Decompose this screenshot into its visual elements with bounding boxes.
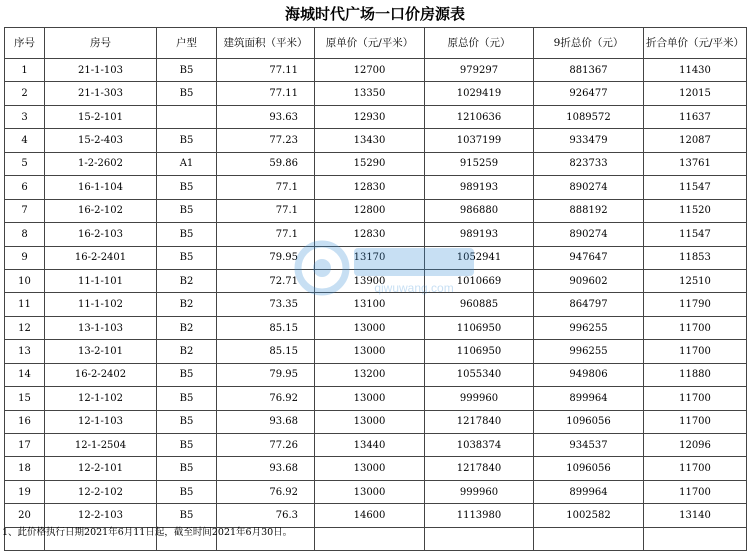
table-cell: B2 bbox=[157, 316, 217, 339]
table-cell: 7 bbox=[5, 199, 45, 222]
table-cell: 12-1-2504 bbox=[45, 434, 157, 457]
table-row bbox=[5, 246, 747, 269]
table-cell: 11853 bbox=[644, 246, 747, 269]
table-cell: 13000 bbox=[315, 387, 425, 410]
table-cell: 11-1-101 bbox=[45, 269, 157, 292]
table-cell: 11-1-102 bbox=[45, 293, 157, 316]
table-cell: 909602 bbox=[534, 269, 644, 292]
table-cell: 11547 bbox=[644, 223, 747, 246]
table-cell: B5 bbox=[157, 199, 217, 222]
table-cell: 13000 bbox=[315, 340, 425, 363]
table-cell: 949806 bbox=[534, 363, 644, 386]
table-row bbox=[5, 223, 747, 246]
table-cell: 13000 bbox=[315, 410, 425, 433]
table-cell: 1002582 bbox=[534, 504, 644, 527]
table-cell: 890274 bbox=[534, 223, 644, 246]
table-cell: 9 bbox=[5, 246, 45, 269]
table-cell: B2 bbox=[157, 340, 217, 363]
table-cell: 1089572 bbox=[534, 105, 644, 128]
table-cell: 85.15 bbox=[217, 316, 315, 339]
table-cell: B5 bbox=[157, 223, 217, 246]
table-cell: 76.92 bbox=[217, 480, 315, 503]
table-cell bbox=[644, 527, 747, 550]
table-cell: 11880 bbox=[644, 363, 747, 386]
table-row bbox=[5, 293, 747, 316]
table-cell: 11520 bbox=[644, 199, 747, 222]
column-header: 建筑面积（平米） bbox=[217, 28, 315, 59]
table-cell: 12830 bbox=[315, 176, 425, 199]
table-row bbox=[5, 269, 747, 292]
table-cell: 15-2-403 bbox=[45, 129, 157, 152]
table-cell: 5 bbox=[5, 152, 45, 175]
table-cell: 13 bbox=[5, 340, 45, 363]
table-cell: 933479 bbox=[534, 129, 644, 152]
table-row bbox=[5, 82, 747, 105]
table-cell: 12 bbox=[5, 316, 45, 339]
table-cell: 12-2-102 bbox=[45, 480, 157, 503]
table-cell: B5 bbox=[157, 480, 217, 503]
table-cell: 1055340 bbox=[425, 363, 534, 386]
table-cell: 996255 bbox=[534, 340, 644, 363]
table-cell: 79.95 bbox=[217, 246, 315, 269]
table-cell: B5 bbox=[157, 387, 217, 410]
table-cell: 59.86 bbox=[217, 152, 315, 175]
column-header: 序号 bbox=[5, 28, 45, 59]
table-cell: 11547 bbox=[644, 176, 747, 199]
column-header: 原总价（元） bbox=[425, 28, 534, 59]
table-cell: 12-1-103 bbox=[45, 410, 157, 433]
page-title: 海城时代广场一口价房源表 bbox=[284, 5, 465, 23]
table-cell: 1010669 bbox=[425, 269, 534, 292]
table-cell: 73.35 bbox=[217, 293, 315, 316]
table-cell: 1 bbox=[5, 59, 45, 82]
table-cell: 72.71 bbox=[217, 269, 315, 292]
table-cell: 13100 bbox=[315, 293, 425, 316]
table-cell: 934537 bbox=[534, 434, 644, 457]
table-cell: 11637 bbox=[644, 105, 747, 128]
table-cell: 16-2-102 bbox=[45, 199, 157, 222]
table-cell: 20 bbox=[5, 504, 45, 527]
table-cell: 12096 bbox=[644, 434, 747, 457]
table-cell: 15-2-101 bbox=[45, 105, 157, 128]
table-row bbox=[5, 457, 747, 480]
table-cell: 15 bbox=[5, 387, 45, 410]
table-cell: 890274 bbox=[534, 176, 644, 199]
table-cell: 77.1 bbox=[217, 176, 315, 199]
table-cell: 8 bbox=[5, 223, 45, 246]
column-header: 9折总价（元） bbox=[534, 28, 644, 59]
table-cell: 14600 bbox=[315, 504, 425, 527]
table-cell: 21-1-303 bbox=[45, 82, 157, 105]
table-cell: 12-2-103 bbox=[45, 504, 157, 527]
table-cell: 77.11 bbox=[217, 59, 315, 82]
table-cell: 77.1 bbox=[217, 199, 315, 222]
table-cell: 11700 bbox=[644, 410, 747, 433]
table-cell: A1 bbox=[157, 152, 217, 175]
table-cell: 11790 bbox=[644, 293, 747, 316]
table-cell: 12930 bbox=[315, 105, 425, 128]
svg-text:qiwuwang.com: qiwuwang.com bbox=[374, 281, 454, 295]
table-cell: B5 bbox=[157, 504, 217, 527]
table-cell bbox=[315, 527, 425, 550]
table-cell: 16-2-103 bbox=[45, 223, 157, 246]
table-cell: 4 bbox=[5, 129, 45, 152]
table-cell: 93.68 bbox=[217, 457, 315, 480]
table-cell: 915259 bbox=[425, 152, 534, 175]
table-cell: 13440 bbox=[315, 434, 425, 457]
table-cell: 979297 bbox=[425, 59, 534, 82]
table-cell: B5 bbox=[157, 434, 217, 457]
table-cell: 11700 bbox=[644, 480, 747, 503]
table-cell: 13900 bbox=[315, 269, 425, 292]
table-cell: 989193 bbox=[425, 223, 534, 246]
table-cell: 77.23 bbox=[217, 129, 315, 152]
table-cell: 11700 bbox=[644, 316, 747, 339]
table-cell: 1096056 bbox=[534, 410, 644, 433]
table-cell: 6 bbox=[5, 176, 45, 199]
table-row bbox=[5, 363, 747, 386]
table-row bbox=[5, 387, 747, 410]
table-cell: 12510 bbox=[644, 269, 747, 292]
table-cell: 12830 bbox=[315, 223, 425, 246]
table-cell: 986880 bbox=[425, 199, 534, 222]
table-body bbox=[5, 59, 747, 551]
table-cell: 13200 bbox=[315, 363, 425, 386]
table-cell: 1096056 bbox=[534, 457, 644, 480]
table-cell: 881367 bbox=[534, 59, 644, 82]
table-cell: 17 bbox=[5, 434, 45, 457]
table-row bbox=[5, 59, 747, 82]
table-cell: B2 bbox=[157, 293, 217, 316]
table-cell: 13140 bbox=[644, 504, 747, 527]
table-cell: 15290 bbox=[315, 152, 425, 175]
table-cell: 77.11 bbox=[217, 82, 315, 105]
table-cell: 1037199 bbox=[425, 129, 534, 152]
table-cell: 13000 bbox=[315, 457, 425, 480]
table-cell: 85.15 bbox=[217, 340, 315, 363]
table-cell: 16-2-2402 bbox=[45, 363, 157, 386]
table-cell: 899964 bbox=[534, 387, 644, 410]
table-cell: B5 bbox=[157, 129, 217, 152]
table-cell: 12800 bbox=[315, 199, 425, 222]
table-cell: 1-2-2602 bbox=[45, 152, 157, 175]
table-cell: 1038374 bbox=[425, 434, 534, 457]
table-cell: 11430 bbox=[644, 59, 747, 82]
table-cell bbox=[157, 105, 217, 128]
table-cell: 79.95 bbox=[217, 363, 315, 386]
table-row bbox=[5, 129, 747, 152]
table-cell: 1029419 bbox=[425, 82, 534, 105]
table-cell: 899964 bbox=[534, 480, 644, 503]
table-cell: 10 bbox=[5, 269, 45, 292]
table-cell: 93.68 bbox=[217, 410, 315, 433]
table-cell: 1217840 bbox=[425, 457, 534, 480]
table-cell: 76.3 bbox=[217, 504, 315, 527]
table-cell: 14 bbox=[5, 363, 45, 386]
table-cell: 2 bbox=[5, 82, 45, 105]
table-cell: 13170 bbox=[315, 246, 425, 269]
table-cell: B5 bbox=[157, 363, 217, 386]
table-cell: 1217840 bbox=[425, 410, 534, 433]
table-cell: 11 bbox=[5, 293, 45, 316]
table-cell: 823733 bbox=[534, 152, 644, 175]
table-cell: 16-2-2401 bbox=[45, 246, 157, 269]
table-cell bbox=[534, 527, 644, 550]
listing-table bbox=[4, 27, 747, 551]
table-cell: 1210636 bbox=[425, 105, 534, 128]
table-cell: 1106950 bbox=[425, 340, 534, 363]
table-cell: 93.63 bbox=[217, 105, 315, 128]
table-cell: 13350 bbox=[315, 82, 425, 105]
table-cell: 1113980 bbox=[425, 504, 534, 527]
table-cell: 13000 bbox=[315, 480, 425, 503]
table-row bbox=[5, 152, 747, 175]
table-cell bbox=[425, 527, 534, 550]
table-cell: 999960 bbox=[425, 387, 534, 410]
column-header: 房号 bbox=[45, 28, 157, 59]
footnote: 1、此价格执行日期2021年6月11日起，截至时间2021年6月30日。 bbox=[2, 527, 293, 538]
table-cell: 11700 bbox=[644, 340, 747, 363]
column-header: 原单价（元/平米） bbox=[315, 28, 425, 59]
table-cell: 989193 bbox=[425, 176, 534, 199]
table-row bbox=[5, 316, 747, 339]
column-header: 户型 bbox=[157, 28, 217, 59]
table-cell: 999960 bbox=[425, 480, 534, 503]
table-cell: 3 bbox=[5, 105, 45, 128]
table-row bbox=[5, 434, 747, 457]
table-row bbox=[5, 480, 747, 503]
table-row bbox=[5, 199, 747, 222]
table-cell: 1106950 bbox=[425, 316, 534, 339]
table-cell: B2 bbox=[157, 269, 217, 292]
table-cell: 888192 bbox=[534, 199, 644, 222]
table-cell: B5 bbox=[157, 246, 217, 269]
table-cell: 13761 bbox=[644, 152, 747, 175]
table-cell: 16-1-104 bbox=[45, 176, 157, 199]
table-row bbox=[5, 410, 747, 433]
table-cell: 12700 bbox=[315, 59, 425, 82]
table-cell: 12015 bbox=[644, 82, 747, 105]
table-cell: 864797 bbox=[534, 293, 644, 316]
table-header-row bbox=[5, 28, 747, 59]
table-row bbox=[5, 105, 747, 128]
table-cell: 12-2-101 bbox=[45, 457, 157, 480]
table-cell: 13-1-103 bbox=[45, 316, 157, 339]
table-cell: 926477 bbox=[534, 82, 644, 105]
column-header: 折合单价（元/平米） bbox=[644, 28, 747, 59]
table-row bbox=[5, 176, 747, 199]
table-cell: 11700 bbox=[644, 387, 747, 410]
table-cell: 12087 bbox=[644, 129, 747, 152]
table-cell: 77.26 bbox=[217, 434, 315, 457]
table-cell: B5 bbox=[157, 457, 217, 480]
table-cell: 947647 bbox=[534, 246, 644, 269]
table-cell: 11700 bbox=[644, 457, 747, 480]
table-cell: B5 bbox=[157, 410, 217, 433]
table-cell: 19 bbox=[5, 480, 45, 503]
table-cell: 13-2-101 bbox=[45, 340, 157, 363]
table-cell: 960885 bbox=[425, 293, 534, 316]
table-cell: B5 bbox=[157, 82, 217, 105]
table-row bbox=[5, 340, 747, 363]
table-cell: 996255 bbox=[534, 316, 644, 339]
table-cell: 13000 bbox=[315, 316, 425, 339]
table-cell: B5 bbox=[157, 59, 217, 82]
table-cell: 21-1-103 bbox=[45, 59, 157, 82]
table-cell: 12-1-102 bbox=[45, 387, 157, 410]
table-cell: B5 bbox=[157, 176, 217, 199]
table-cell: 18 bbox=[5, 457, 45, 480]
table-cell: 13430 bbox=[315, 129, 425, 152]
table-cell: 16 bbox=[5, 410, 45, 433]
table-cell: 1052941 bbox=[425, 246, 534, 269]
table-cell: 77.1 bbox=[217, 223, 315, 246]
table-cell: 76.92 bbox=[217, 387, 315, 410]
